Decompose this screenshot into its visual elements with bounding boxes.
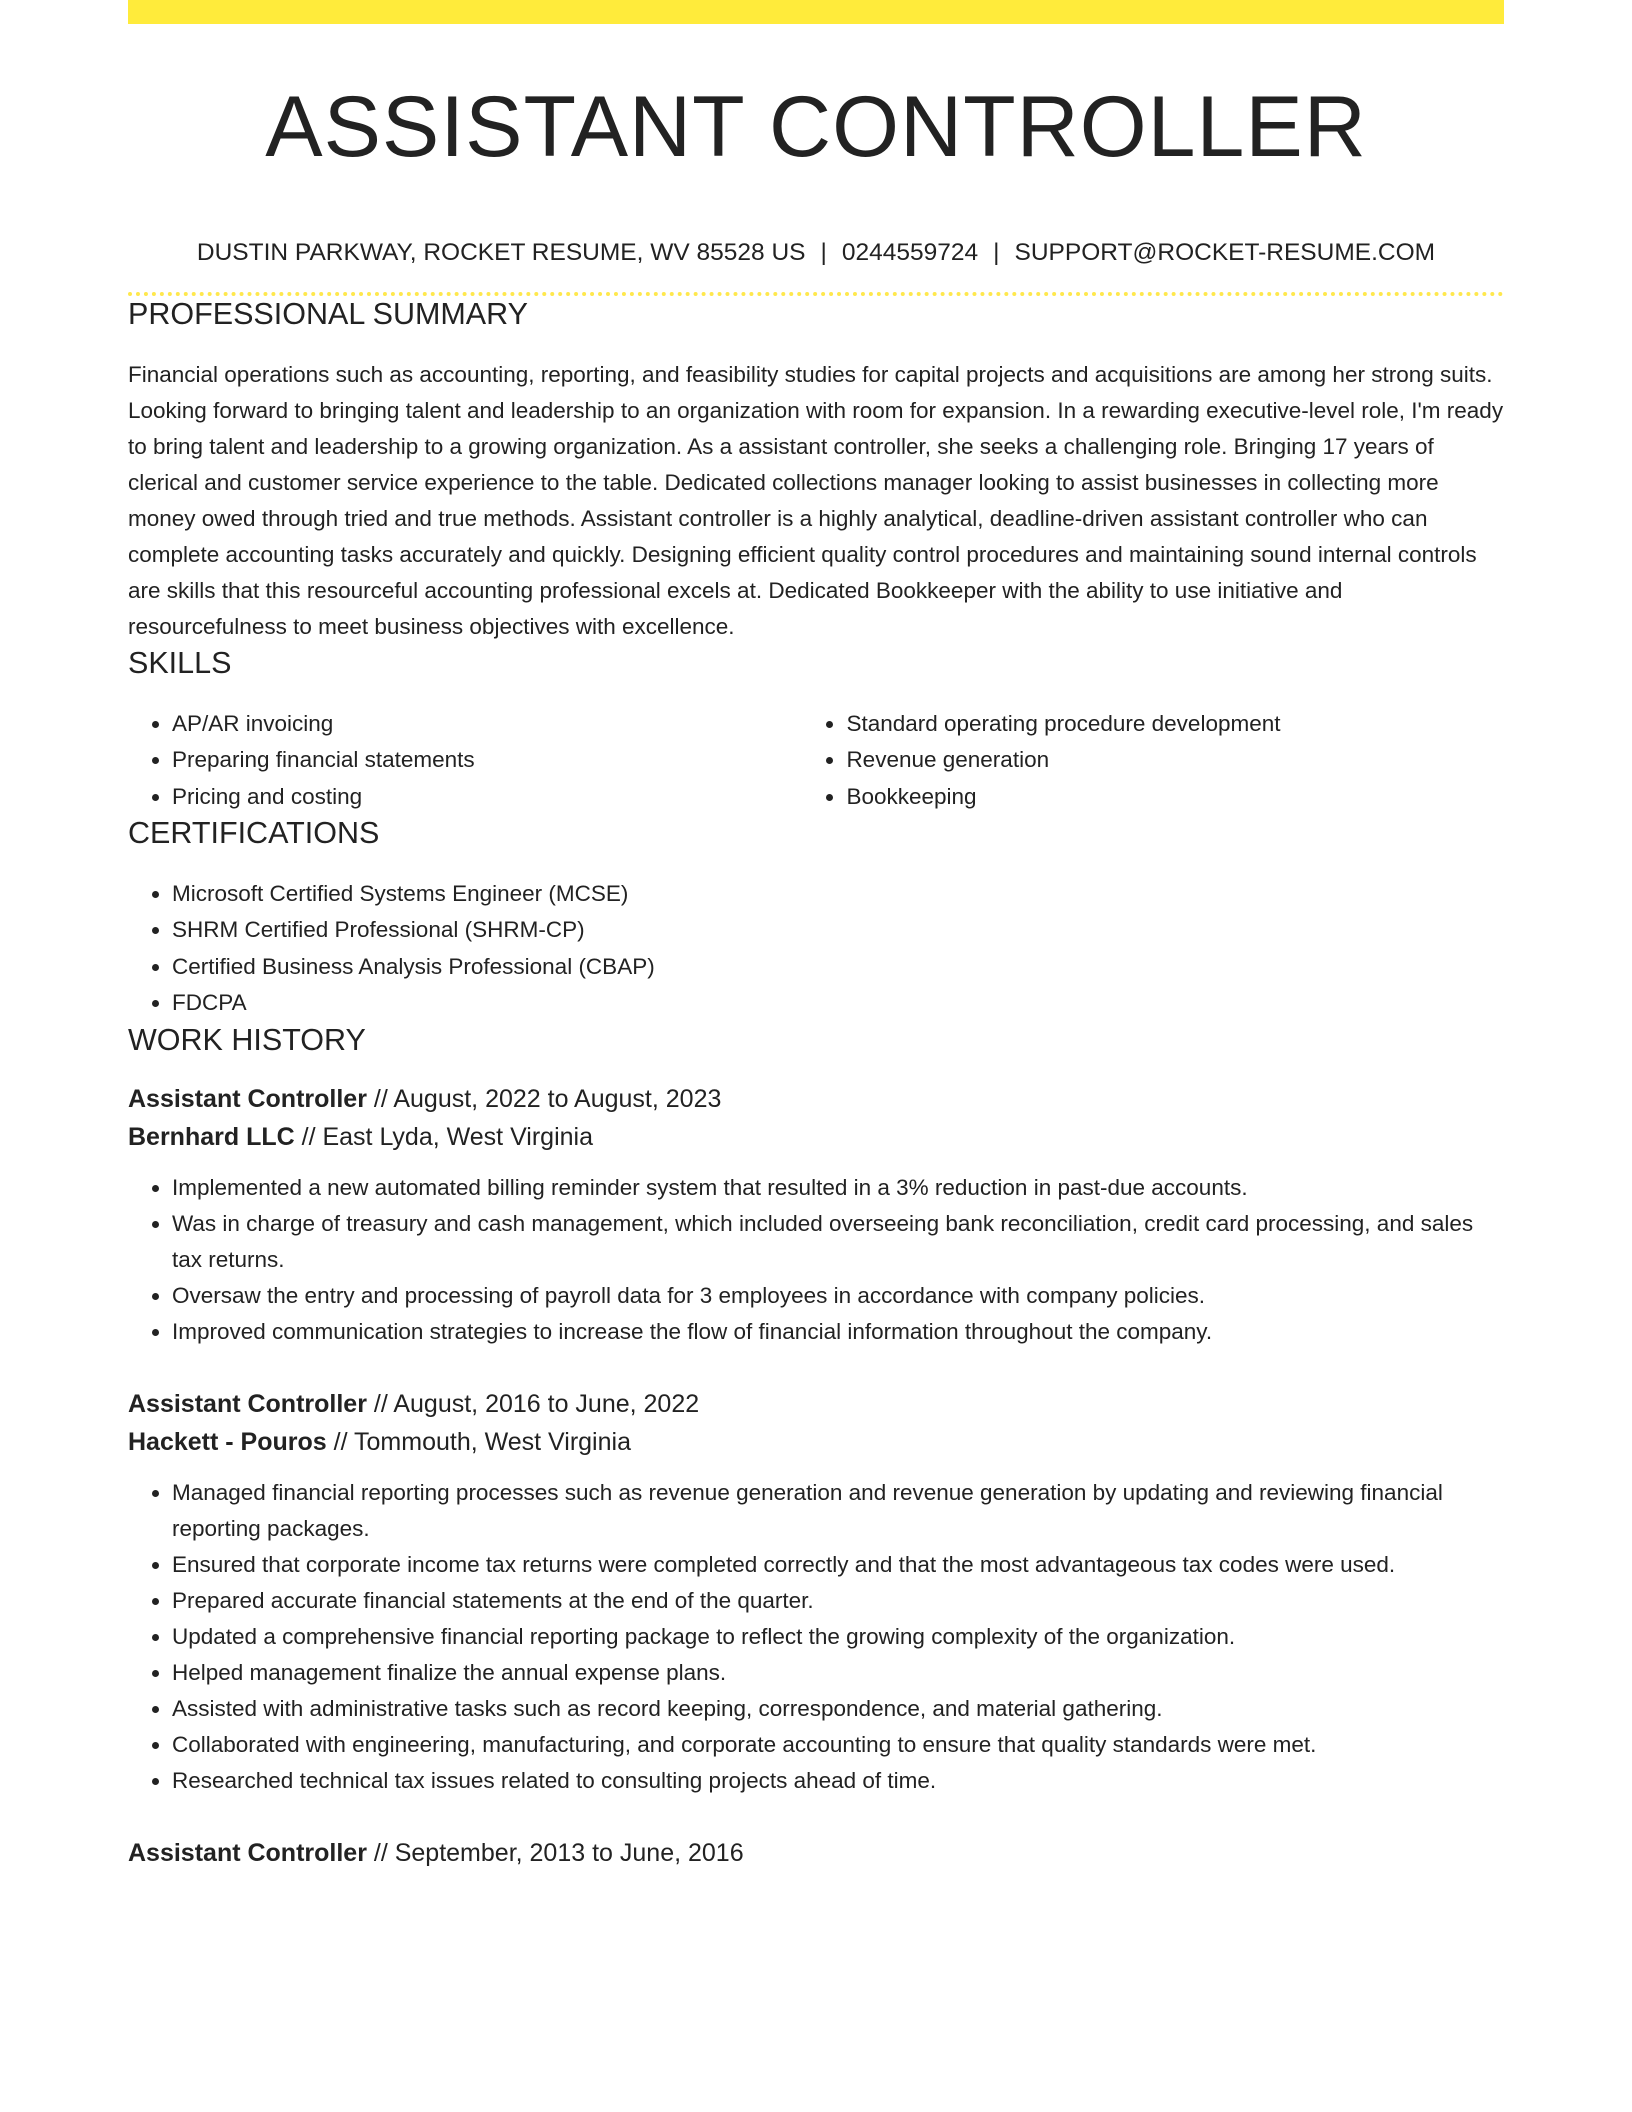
certifications-heading: CERTIFICATIONS — [128, 816, 380, 851]
job-location: // Tommouth, West Virginia — [333, 1428, 631, 1457]
job-bullet: • Improved communication strategies to increase the flow of financial information throughout the company. — [172, 1314, 1504, 1350]
job-title-line — [128, 1834, 1504, 1872]
job-bullet-list — [128, 1170, 1504, 1350]
job-dates: // August, 2016 to June, 2022 — [373, 1390, 700, 1419]
job-bullet: • Prepared accurate financial statements at the end of the quarter. — [172, 1583, 1504, 1619]
skill-item: • AP/AR invoicing — [172, 706, 814, 743]
contact-separator: | — [820, 239, 827, 266]
resume-title: ASSISTANT CONTROLLER — [265, 79, 1367, 175]
job-bullet: • Assisted with administrative tasks such as record keeping, correspondence, and material gathering. — [172, 1691, 1504, 1727]
job-company-line — [128, 1423, 1504, 1461]
job-bullet: • Managed financial reporting processes such as revenue generation and revenue generation by updating and reviewing financial reporting packages. — [172, 1475, 1504, 1547]
job-company: Hackett - Pouros — [128, 1428, 327, 1457]
summary-text: Financial operations such as accounting, reporting, and feasibility studies for capital projects and acquisitions are among her strong suits. Looking forward to bringing talent and leadership to an organization with room for expansion. In a rewarding executive-level role, I'm ready to bring talent and leadership to a growing organization. As a assistant controller, she seeks a challenging role. Bringing 17 years of clerical and customer service experience to the table. Dedicated collections manager looking to assist businesses in collecting more money owed through tried and true methods. Assistant controller is a highly analytical, deadline-driven assistant controller who can complete accounting tasks accurately and quickly. Designing efficient quality control procedures and maintaining sound internal controls are skills that this resourceful accounting professional excels at. Dedicated Bookkeeper with the ability to use initiative and resourcefulness to meet business objectives with excellence. — [128, 361, 1504, 639]
job-title-line — [128, 1080, 1504, 1118]
job-dates: // August, 2022 to August, 2023 — [373, 1085, 722, 1114]
skills-right-list — [814, 706, 1504, 816]
skill-item: • Revenue generation — [846, 742, 1504, 779]
certification-item: • Microsoft Certified Systems Engineer (MCSE) — [172, 876, 1504, 913]
contact-address: DUSTIN PARKWAY, ROCKET RESUME, WV 85528 US — [196, 239, 806, 266]
job-bullet: • Helped management finalize the annual expense plans. — [172, 1655, 1504, 1691]
job-bullet: • Updated a comprehensive financial reporting package to reflect the growing complexity of the organization. — [172, 1619, 1504, 1655]
contact-phone: 0244559724 — [841, 239, 979, 266]
skills-grid — [128, 706, 1504, 816]
job-bullet: • Collaborated with engineering, manufacturing, and corporate accounting to ensure that quality standards were met. — [172, 1727, 1504, 1763]
job-title-line — [128, 1385, 1504, 1423]
job-bullet: • Implemented a new automated billing reminder system that resulted in a 3% reduction in past-due accounts. — [172, 1170, 1504, 1206]
job-bullet: • Researched technical tax issues related to consulting projects ahead of time. — [172, 1763, 1504, 1799]
skills-left-list — [128, 706, 814, 816]
accent-top-bar — [128, 0, 1504, 24]
job-title: Assistant Controller — [128, 1085, 367, 1114]
contact-separator: | — [993, 239, 1000, 266]
job-title: Assistant Controller — [128, 1390, 367, 1419]
certifications-list — [128, 876, 1504, 1022]
job-bullet: • Ensured that corporate income tax returns were completed correctly and that the most advantageous tax codes were used. — [172, 1547, 1504, 1583]
job-company-line — [128, 1118, 1504, 1156]
job-bullet: • Was in charge of treasury and cash management, which included overseeing bank reconciliation, credit card processing, and sales tax returns. — [172, 1206, 1504, 1278]
summary-heading: PROFESSIONAL SUMMARY — [128, 297, 528, 332]
contact-line — [128, 238, 1504, 267]
job-location: // East Lyda, West Virginia — [301, 1123, 593, 1152]
job-company: Bernhard LLC — [128, 1123, 295, 1152]
certification-item: • SHRM Certified Professional (SHRM-CP) — [172, 912, 1504, 949]
job-bullet-list — [128, 1475, 1504, 1799]
contact-email: SUPPORT@ROCKET-RESUME.COM — [1014, 239, 1436, 266]
work-history-heading: WORK HISTORY — [128, 1022, 366, 1057]
job-dates: // September, 2013 to June, 2016 — [373, 1839, 744, 1868]
job-bullet: • Oversaw the entry and processing of payroll data for 3 employees in accordance with company policies. — [172, 1278, 1504, 1314]
certification-item: • FDCPA — [172, 985, 1504, 1022]
resume-page — [128, 0, 1504, 1872]
job-title: Assistant Controller — [128, 1839, 367, 1868]
skill-item: • Bookkeeping — [846, 779, 1504, 816]
skill-item: • Preparing financial statements — [172, 742, 814, 779]
skill-item: • Pricing and costing — [172, 779, 814, 816]
certification-item: • Certified Business Analysis Professional (CBAP) — [172, 949, 1504, 986]
skills-heading: SKILLS — [128, 645, 232, 680]
skill-item: • Standard operating procedure development — [846, 706, 1504, 743]
